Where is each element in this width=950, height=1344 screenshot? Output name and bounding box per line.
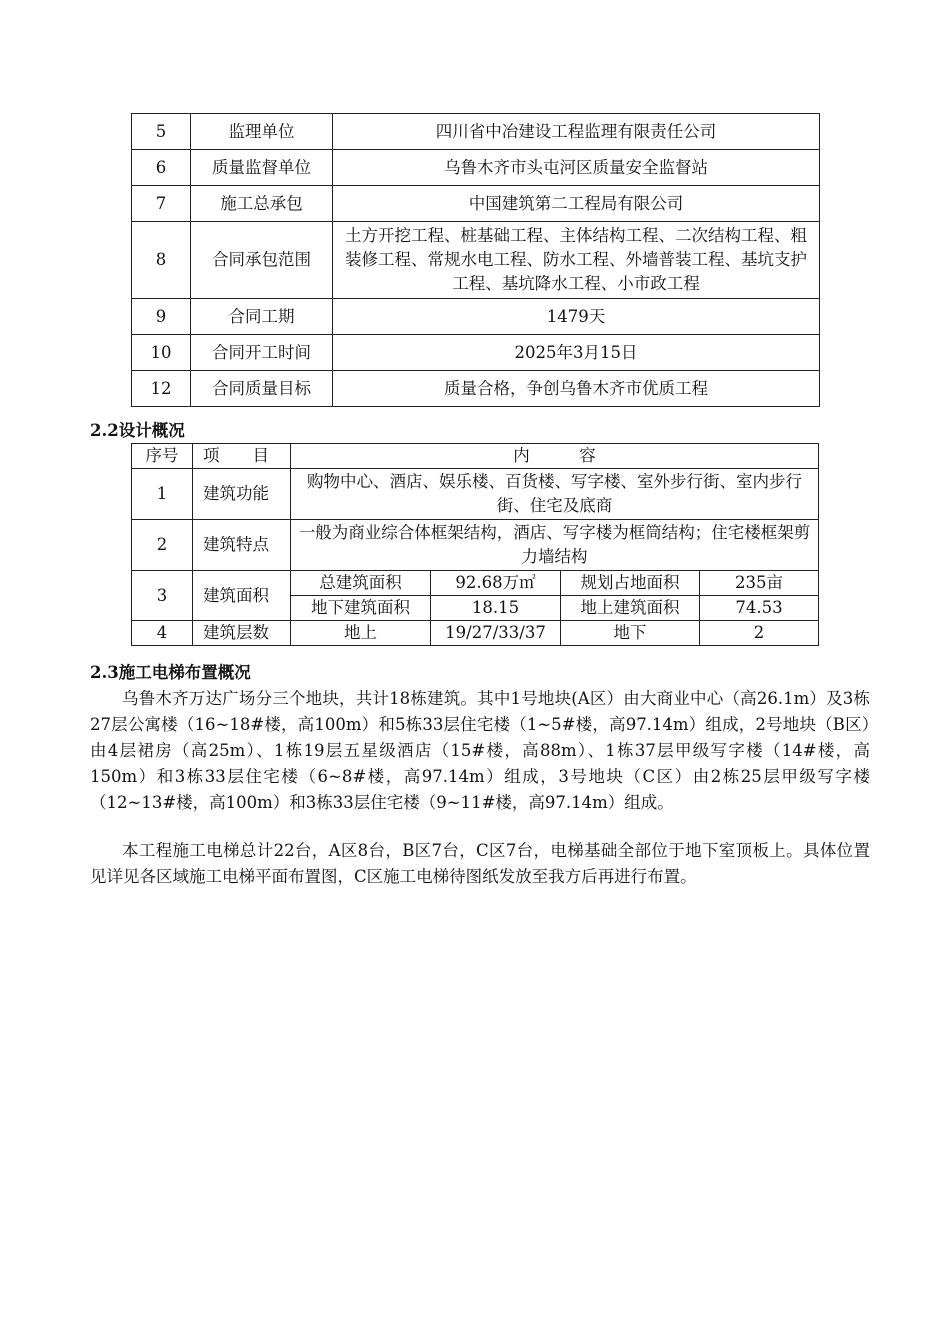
row-item: 监理单位 <box>191 114 333 150</box>
cell-value: 19/27/33/37 <box>431 621 561 646</box>
paragraph-site-overview: 乌鲁木齐万达广场分三个地块，共计18栋建筑。其中1号地块(A区）由大商业中心（高26.1m）及3栋27层公寓楼（16~18#楼，高100m）和5栋33层住宅楼（1~5#楼，高97.14m）组成，2号地块（B区）由4层裙房（高25m）、1栋19层五星级酒店（15#楼，高88m）、1栋37层甲级写字楼（14#楼，高150m）和3栋33层住宅楼（6~8#楼，高97.14m）组成，3号地块（C区）由2栋25层甲级写字楼（12~13#楼，高100m）和3栋33层住宅楼（9~11#楼，高97.14m）组成。 <box>90 689 870 812</box>
section-heading-elevator: 2.3施工电梯布置概况 <box>90 663 251 682</box>
row-content: 2025年3月15日 <box>333 335 820 371</box>
row-item: 合同质量目标 <box>191 371 333 407</box>
cell-label: 地下 <box>561 621 700 646</box>
row-content: 中国建筑第二工程局有限公司 <box>333 186 820 222</box>
header-item: 项 目 <box>193 444 291 469</box>
cell-label: 地上建筑面积 <box>561 596 700 621</box>
row-number: 5 <box>132 114 191 150</box>
project-info-table <box>131 113 820 407</box>
cell-value: 92.68万㎡ <box>431 571 561 596</box>
row-item: 建筑功能 <box>193 469 291 520</box>
cell-value: 18.15 <box>431 596 561 621</box>
row-item: 合同承包范围 <box>191 222 333 299</box>
table-row <box>132 571 819 596</box>
cell-label: 规划占地面积 <box>561 571 700 596</box>
row-item: 合同工期 <box>191 299 333 335</box>
row-item: 施工总承包 <box>191 186 333 222</box>
row-number: 12 <box>132 371 191 407</box>
cell-value: 2 <box>700 621 819 646</box>
cell-value: 74.53 <box>700 596 819 621</box>
paragraph-elevator-count: 本工程施工电梯总计22台，A区8台，B区7台，C区7台，电梯基础全部位于地下室顶板上。具体位置见详见各区域施工电梯平面布置图，C区施工电梯待图纸发放至我方后再进行布置。 <box>90 841 870 886</box>
row-number: 1 <box>132 469 193 520</box>
row-number: 4 <box>132 621 193 646</box>
table-row <box>132 335 820 371</box>
row-item: 合同开工时间 <box>191 335 333 371</box>
section-heading-design: 2.2设计概况 <box>90 421 185 440</box>
row-content: 购物中心、酒店、娱乐楼、百货楼、写字楼、室外步行街、室内步行街、住宅及底商 <box>291 469 819 520</box>
row-number: 8 <box>132 222 191 299</box>
table-row <box>132 520 819 571</box>
table-header-row <box>132 444 819 469</box>
row-content: 乌鲁木齐市头屯河区质量安全监督站 <box>333 150 820 186</box>
table-row <box>132 299 820 335</box>
row-item: 建筑特点 <box>193 520 291 571</box>
row-number: 6 <box>132 150 191 186</box>
row-content: 土方开挖工程、桩基础工程、主体结构工程、二次结构工程、粗装修工程、常规水电工程、防水工程、外墙普装工程、基坑支护工程、基坑降水工程、小市政工程 <box>333 222 820 299</box>
cell-value: 235亩 <box>700 571 819 596</box>
cell-label: 总建筑面积 <box>291 571 431 596</box>
row-number: 10 <box>132 335 191 371</box>
table-row <box>132 114 820 150</box>
row-content: 质量合格，争创乌鲁木齐市优质工程 <box>333 371 820 407</box>
row-content: 一般为商业综合体框架结构，酒店、写字楼为框筒结构；住宅楼框架剪力墙结构 <box>291 520 819 571</box>
header-number: 序号 <box>132 444 193 469</box>
table-row <box>132 469 819 520</box>
row-content: 1479天 <box>333 299 820 335</box>
table-row <box>132 371 820 407</box>
header-content: 内 容 <box>291 444 819 469</box>
table-row <box>132 222 820 299</box>
row-number: 7 <box>132 186 191 222</box>
design-overview-table <box>131 443 819 646</box>
table-row <box>132 150 820 186</box>
row-number: 3 <box>132 571 193 621</box>
row-item: 质量监督单位 <box>191 150 333 186</box>
table-row <box>132 186 820 222</box>
table-row <box>132 621 819 646</box>
row-number: 2 <box>132 520 193 571</box>
cell-label: 地上 <box>291 621 431 646</box>
row-content: 四川省中冶建设工程监理有限责任公司 <box>333 114 820 150</box>
row-item: 建筑层数 <box>193 621 291 646</box>
row-item: 建筑面积 <box>193 571 291 621</box>
cell-label: 地下建筑面积 <box>291 596 431 621</box>
row-number: 9 <box>132 299 191 335</box>
